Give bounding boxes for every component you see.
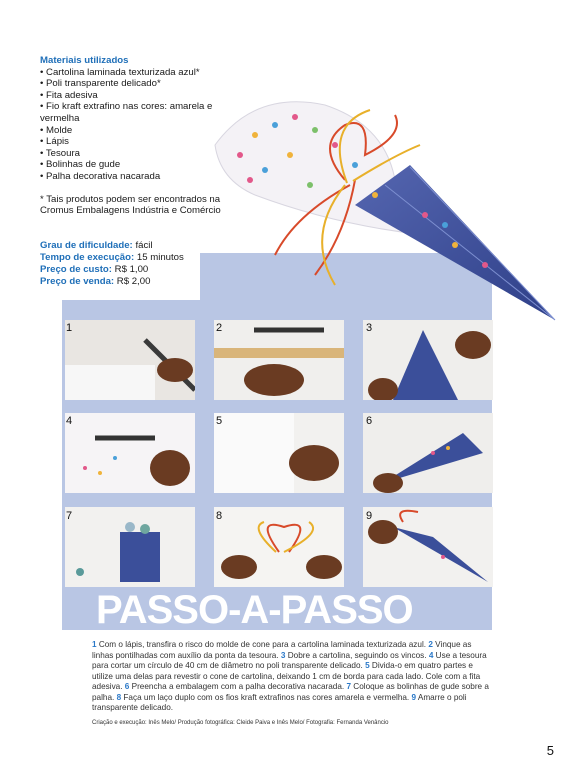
- price-label: Preço de venda:: [40, 276, 115, 287]
- price-value: R$ 2,00: [116, 276, 151, 287]
- step-number: 6: [366, 415, 373, 427]
- instruction-number: 4: [428, 650, 434, 660]
- instruction-text: Preencha a embalagem com a palha decorativa nacarada.: [129, 682, 347, 691]
- instruction-text: Vinque as linhas pontilhadas com auxílio da ponta da tesoura.: [92, 640, 472, 660]
- time-label: Tempo de execução:: [40, 252, 135, 263]
- material-item: • Fio kraft extrafino nas cores: amarela e vermelha: [40, 101, 240, 124]
- material-item: • Lápis: [40, 136, 240, 148]
- supplier-note: * Tais produtos podem ser encontrados na Cromus Embalagens Indústria e Comércio: [40, 193, 221, 217]
- instruction-text: Coloque as bolinhas de gude sobre a palha.: [92, 682, 489, 702]
- instruction-text: Faça um laço duplo com os fios kraft extrafinos nas cores amarela e vermelha.: [121, 692, 412, 702]
- material-item: • Fita adesiva: [40, 90, 240, 102]
- step-7-photo: [65, 507, 195, 587]
- step-number: 9: [366, 510, 373, 522]
- step-number: 4: [66, 415, 73, 427]
- instruction-number: 1: [92, 640, 97, 649]
- instruction-number: 7: [346, 682, 352, 691]
- instruction-number: 2: [428, 640, 433, 649]
- step-6-photo: [363, 413, 493, 493]
- cone-package-photo: [195, 85, 565, 330]
- instruction-number: 9: [411, 692, 417, 702]
- page-title: PASSO-A-PASSO: [96, 588, 413, 632]
- step-number: 1: [66, 322, 73, 334]
- instruction-text: Divida-o em quatro partes e utilize uma delas para revestir o cone de cartolina, deixando 1 cm de borda para cada lado. Cole com a fita adesiva.: [92, 661, 481, 691]
- step-number: 5: [216, 415, 223, 427]
- photo-credits: Criação e execução: Inês Melo/ Produção fotográfica: Cleide Paiva e Inês Melo/ Fotografia: Fernanda Venâncio: [92, 720, 389, 726]
- instruction-text: Com o lápis, transfira o risco do molde de cone para a cartolina laminada texturizada azul.: [96, 640, 429, 649]
- materials-list: [40, 67, 240, 183]
- step-5-photo: [214, 413, 344, 493]
- step-3-photo: [363, 320, 493, 400]
- cost-value: R$ 1,00: [114, 264, 149, 275]
- step-8-photo: [214, 507, 344, 587]
- material-item: • Tesoura: [40, 148, 240, 160]
- time-value: 15 minutos: [136, 252, 184, 263]
- step-2-photo: [214, 320, 344, 400]
- instruction-text: Use a tesoura para cortar um círculo de 40 cm de diâmetro no poli transparente delicado.: [92, 650, 487, 670]
- step-number: 3: [366, 322, 373, 334]
- instruction-number: 3: [280, 650, 286, 660]
- project-stats: [40, 240, 184, 288]
- difficulty-label: Grau de dificuldade:: [40, 240, 133, 251]
- step-number: 7: [66, 510, 73, 522]
- step-9-photo: [363, 507, 493, 587]
- step-4-photo: [65, 413, 195, 493]
- material-item: • Cartolina laminada texturizada azul*: [40, 67, 240, 79]
- step-1-photo: [65, 320, 195, 400]
- instruction-text: Amarre o poli transparente delicado.: [92, 692, 467, 712]
- material-item: • Poli transparente delicado*: [40, 78, 240, 90]
- materials-heading: Materiais utilizados: [40, 55, 129, 66]
- material-item: • Molde: [40, 125, 240, 137]
- material-item: • Bolinhas de gude: [40, 159, 240, 171]
- cost-label: Preço de custo:: [40, 264, 112, 275]
- instruction-number: 6: [124, 682, 130, 691]
- page-number: 5: [546, 743, 554, 758]
- difficulty-value: fácil: [135, 240, 153, 251]
- material-item: • Palha decorativa nacarada: [40, 171, 240, 183]
- step-number: 2: [216, 322, 223, 334]
- step-number: 8: [216, 510, 223, 522]
- materials-block: [40, 55, 240, 217]
- instruction-number: 5: [365, 661, 370, 670]
- instructions: [92, 640, 494, 714]
- instruction-number: 8: [116, 692, 122, 702]
- instruction-text: Dobre a cartolina, seguindo os vincos.: [285, 650, 429, 660]
